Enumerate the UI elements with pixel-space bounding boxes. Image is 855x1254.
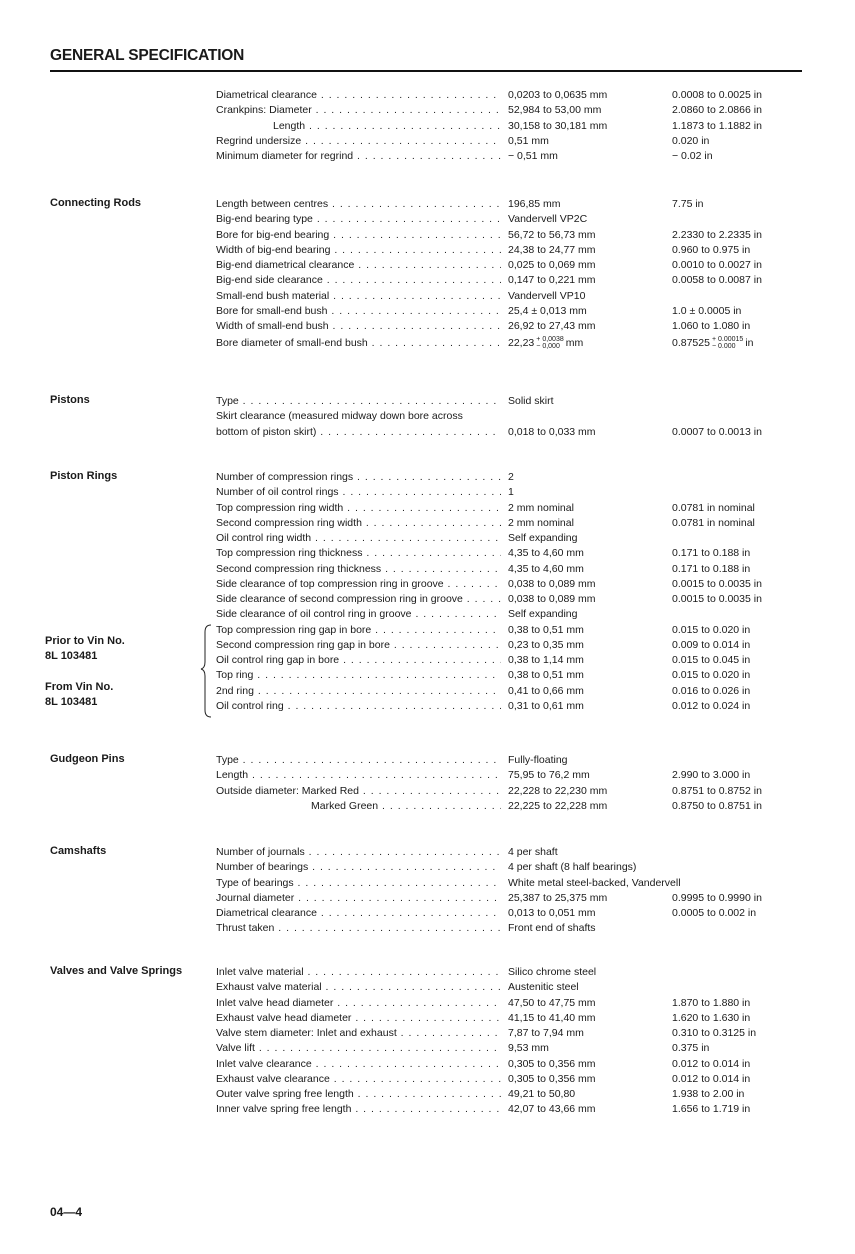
section-gudgeon-pins: [0, 753, 855, 814]
spec-imperial: 0.9995 to 0.9990 in: [672, 891, 762, 904]
spec-imperial: 0.015 to 0.045 in: [672, 654, 751, 666]
section-title: Connecting Rods: [50, 197, 142, 209]
spec-row: [0, 394, 855, 409]
section-crankshaft: [0, 88, 855, 164]
spec-metric: 47,50 to 47,75 mm: [508, 996, 596, 1009]
spec-label: Exhaust valve head diameter . . .: [216, 1011, 501, 1026]
spec-label: Number of bearings . . .: [216, 860, 501, 875]
spec-label: Type of bearings . . .: [216, 876, 501, 891]
section-valves: [0, 965, 855, 1118]
spec-imperial: 0.8751 to 0.8752 in: [672, 784, 762, 797]
spec-metric: 4 per shaft (8 half bearings): [508, 861, 637, 874]
spec-imperial: 1.656 to 1.719 in: [672, 1103, 751, 1116]
spec-metric: Front end of shafts: [508, 922, 596, 935]
spec-label: Second compression ring thickness . . .: [216, 562, 501, 577]
spec-label: Inlet valve material . . .: [216, 965, 501, 980]
spec-imperial: 0.015 to 0.020 in: [672, 669, 751, 682]
spec-metric: Silico chrome steel: [508, 966, 597, 978]
spec-row: [0, 753, 855, 768]
spec-row: [0, 243, 855, 258]
spec-label: Minimum diameter for regrind . . .: [216, 149, 501, 164]
spec-row: [0, 784, 855, 799]
spec-metric: Solid skirt: [508, 395, 554, 407]
spec-imperial: 0.0007 to 0.0013 in: [672, 425, 762, 438]
spec-metric: 4,35 to 4,60 mm: [508, 547, 584, 560]
spec-metric: Austenitic steel: [508, 981, 579, 994]
spec-label: Number of journals . . .: [216, 845, 501, 860]
spec-row: [0, 845, 855, 860]
section-title: Valves and Valve Springs: [50, 965, 183, 977]
spec-label: Type . . .: [216, 753, 501, 768]
spec-metric: 42,07 to 43,66 mm: [508, 1103, 596, 1116]
spec-row: [0, 1011, 855, 1026]
spec-imperial: 1.0 ± 0.0005 in: [672, 304, 742, 317]
spec-row: [0, 485, 855, 500]
spec-metric: 0,38 to 1,14 mm: [508, 654, 584, 666]
spec-row: [0, 319, 855, 334]
spec-row: [0, 1041, 855, 1056]
spec-row: [0, 103, 855, 118]
spec-row: [0, 531, 855, 546]
spec-imperial: [672, 334, 754, 353]
title-divider: [50, 70, 802, 72]
spec-metric: 52,984 to 53,00 mm: [508, 104, 602, 117]
spec-metric: 1: [508, 486, 514, 499]
spec-row: [0, 1102, 855, 1117]
spec-row: [0, 623, 855, 638]
spec-metric: 9,53 mm: [508, 1042, 549, 1055]
spec-row: [0, 212, 855, 227]
spec-row: [0, 1026, 855, 1041]
spec-row: [0, 860, 855, 875]
spec-label: Valve stem diameter: Inlet and exhaust . . .: [216, 1026, 501, 1041]
spec-metric: 41,15 to 41,40 mm: [508, 1011, 596, 1024]
spec-imperial: 2.2330 to 2.2335 in: [672, 228, 762, 241]
spec-label: Second compression ring gap in bore . . .: [216, 638, 501, 653]
spec-metric: 0,41 to 0,66 mm: [508, 684, 584, 697]
spec-label: Bore diameter of small-end bush . . .: [216, 334, 501, 353]
spec-label: Second compression ring width . . .: [216, 516, 501, 531]
spec-row: [0, 638, 855, 653]
section-camshafts: [0, 845, 855, 937]
spec-row: [0, 921, 855, 936]
spec-row: [0, 258, 855, 273]
spec-metric: 0,018 to 0,033 mm: [508, 425, 596, 438]
spec-metric: 196,85 mm: [508, 198, 561, 210]
spec-label: Exhaust valve clearance . . .: [216, 1072, 501, 1087]
spec-row: [0, 470, 855, 485]
spec-label: Top ring . . .: [216, 668, 501, 683]
spec-label: Oil control ring . . .: [216, 699, 501, 714]
spec-metric: 22,228 to 22,230 mm: [508, 784, 608, 797]
tolerance-unit: mm: [565, 337, 584, 350]
spec-imperial: 1.1873 to 1.1882 in: [672, 119, 762, 132]
spec-row: [0, 980, 855, 995]
spec-imperial: 0.8750 to 0.8751 in: [672, 799, 762, 812]
spec-label: Outside diameter: Marked Red . . .: [216, 784, 501, 799]
spec-label: Top compression ring gap in bore . . .: [216, 623, 501, 638]
spec-row: [0, 799, 855, 814]
spec-imperial: 0.016 to 0.026 in: [672, 684, 751, 697]
spec-metric: [508, 334, 583, 353]
spec-row: [0, 119, 855, 134]
spec-label: Width of small-end bush . . .: [216, 319, 501, 334]
spec-metric: 0,038 to 0,089 mm: [508, 577, 596, 590]
spec-metric: Fully-floating: [508, 754, 568, 766]
spec-metric: White metal steel-backed, Vandervell: [508, 876, 681, 889]
spec-metric: 0,51 mm: [508, 134, 549, 147]
spec-label: Diametrical clearance . . .: [216, 906, 501, 921]
tolerance-base: 0.87525: [672, 337, 710, 350]
spec-metric: 24,38 to 24,77 mm: [508, 243, 596, 256]
spec-imperial: 0.171 to 0.188 in: [672, 562, 751, 575]
spec-label: Length . . .: [216, 119, 501, 134]
vin-note-line: From Vin No.: [45, 681, 114, 693]
spec-label: Number of compression rings . . .: [216, 470, 501, 485]
spec-row: [0, 768, 855, 783]
tolerance-minus: − 0,000: [536, 343, 560, 351]
spec-label: Valve lift . . .: [216, 1041, 501, 1056]
spec-row: [0, 653, 855, 668]
spec-imperial: 0.375 in: [672, 1042, 710, 1055]
vin-note-line: 8L 103481: [45, 650, 98, 662]
spec-row: [0, 668, 855, 683]
spec-imperial: 2.990 to 3.000 in: [672, 769, 751, 782]
spec-metric: 7,87 to 7,94 mm: [508, 1027, 584, 1039]
spec-label: Big-end side clearance . . .: [216, 273, 501, 288]
spec-imperial: − 0.02 in: [672, 150, 713, 162]
spec-label: Marked Green . . .: [216, 799, 501, 814]
spec-label: Big-end diametrical clearance . . .: [216, 258, 501, 273]
spec-label: Crankpins: Diameter . . .: [216, 103, 501, 118]
spec-label: Oil control ring gap in bore . . .: [216, 653, 501, 668]
spec-imperial: 0.310 to 0.3125 in: [672, 1027, 757, 1039]
spec-row: [0, 906, 855, 921]
spec-imperial: 0.0010 to 0.0027 in: [672, 259, 762, 271]
tolerance-plus: + 0,0038: [536, 335, 564, 343]
spec-imperial: 0.0005 to 0.002 in: [672, 907, 757, 919]
spec-metric: 75,95 to 76,2 mm: [508, 769, 590, 782]
spec-label: Number of oil control rings . . .: [216, 485, 501, 500]
spec-imperial: 0.0015 to 0.0035 in: [672, 577, 762, 590]
vin-note-line: Prior to Vin No.: [45, 635, 125, 647]
spec-label: Inlet valve head diameter . . .: [216, 996, 501, 1011]
spec-metric: Self expanding: [508, 608, 578, 621]
spec-row: [0, 1072, 855, 1087]
spec-label: Top compression ring width . . .: [216, 501, 501, 516]
spec-label: Top compression ring thickness . . .: [216, 546, 501, 561]
spec-metric: 25,4 ± 0,013 mm: [508, 304, 587, 317]
spec-metric: 0,025 to 0,069 mm: [508, 259, 596, 271]
spec-metric: 56,72 to 56,73 mm: [508, 228, 596, 241]
spec-row: [0, 425, 855, 440]
spec-metric: 49,21 to 50,80: [508, 1088, 576, 1100]
spec-metric: 4 per shaft: [508, 846, 558, 858]
spec-imperial: 0.0781 in nominal: [672, 501, 755, 514]
spec-label: Width of big-end bearing . . .: [216, 243, 501, 258]
section-title: Piston Rings: [50, 470, 118, 482]
spec-metric: 0,305 to 0,356 mm: [508, 1072, 596, 1085]
spec-label: Side clearance of second compression ring in groove . . .: [216, 592, 501, 607]
spec-row: [0, 197, 855, 212]
spec-metric: − 0,51 mm: [508, 150, 558, 162]
spec-metric: 2: [508, 471, 514, 483]
spec-label: bottom of piston skirt) . . .: [216, 425, 501, 440]
spec-row: [0, 876, 855, 891]
section-title: Pistons: [50, 394, 90, 406]
spec-metric: 25,387 to 25,375 mm: [508, 891, 608, 904]
spec-row: [0, 149, 855, 164]
spec-row: [0, 699, 855, 714]
spec-row: [0, 965, 855, 980]
spec-label: Bore for big-end bearing . . .: [216, 228, 501, 243]
spec-metric: 0,38 to 0,51 mm: [508, 623, 584, 636]
spec-row: [0, 134, 855, 149]
tolerance-unit: in: [745, 337, 754, 350]
spec-label: Big-end bearing type . . .: [216, 212, 501, 227]
spec-label: Side clearance of oil control ring in groove . . .: [216, 607, 501, 622]
tolerance-stack: [536, 336, 563, 351]
tolerance-stack: [712, 336, 743, 351]
spec-row: [0, 1087, 855, 1102]
spec-imperial: 0.012 to 0.014 in: [672, 1057, 751, 1070]
spec-metric: 0,013 to 0,051 mm: [508, 907, 596, 919]
spec-metric: 2 mm nominal: [508, 501, 574, 514]
spec-metric: 0,038 to 0,089 mm: [508, 593, 596, 605]
spec-imperial: 0.012 to 0.014 in: [672, 1072, 751, 1085]
spec-metric: Vandervell VP10: [508, 289, 586, 302]
spec-row: [0, 409, 855, 424]
spec-imperial: 0.171 to 0.188 in: [672, 547, 751, 560]
spec-metric: 26,92 to 27,43 mm: [508, 320, 596, 332]
spec-row: [0, 304, 855, 319]
spec-label: Exhaust valve material . . .: [216, 980, 501, 995]
spec-label: Journal diameter . . .: [216, 891, 501, 906]
spec-row: [0, 891, 855, 906]
spec-imperial: 1.938 to 2.00 in: [672, 1088, 745, 1100]
spec-row: [0, 562, 855, 577]
spec-label: Skirt clearance (measured midway down bore across: [216, 410, 463, 423]
section-title: Camshafts: [50, 845, 107, 857]
spec-label: Outer valve spring free length . . .: [216, 1087, 501, 1102]
spec-imperial: 0.009 to 0.014 in: [672, 638, 751, 651]
spec-imperial: 7.75 in: [672, 198, 704, 210]
spec-label: Inner valve spring free length . . .: [216, 1102, 501, 1117]
spec-row: [0, 516, 855, 531]
spec-label: Type . . .: [216, 394, 501, 409]
section-piston-rings: [0, 470, 855, 714]
spec-label: Diametrical clearance . . .: [216, 88, 501, 103]
spec-label: Length between centres . . .: [216, 197, 501, 212]
spec-imperial: 0.0008 to 0.0025 in: [672, 89, 762, 101]
spec-row: [0, 1057, 855, 1072]
spec-row: [0, 228, 855, 243]
spec-row: [0, 577, 855, 592]
spec-imperial: 1.620 to 1.630 in: [672, 1011, 751, 1024]
spec-metric: 0,305 to 0,356 mm: [508, 1057, 596, 1070]
spec-label: Oil control ring width . . .: [216, 531, 501, 546]
spec-label: Length . . .: [216, 768, 501, 783]
section-title: Gudgeon Pins: [50, 753, 125, 765]
spec-metric: 0,147 to 0,221 mm: [508, 274, 596, 287]
spec-row: [0, 88, 855, 103]
spec-row: [0, 607, 855, 622]
page-title: GENERAL SPECIFICATION: [50, 47, 245, 64]
spec-metric: 2 mm nominal: [508, 516, 574, 529]
spec-label: Bore for small-end bush . . .: [216, 304, 501, 319]
spec-row: [0, 546, 855, 561]
spec-row: [0, 592, 855, 607]
spec-metric: 4,35 to 4,60 mm: [508, 562, 584, 575]
spec-metric: 0,31 to 0,61 mm: [508, 699, 584, 712]
spec-label: Side clearance of top compression ring in groove . . .: [216, 577, 501, 592]
vin-note-line: 8L 103481: [45, 696, 98, 708]
spec-metric: 0,38 to 0,51 mm: [508, 669, 584, 682]
tolerance-minus: − 0.000: [711, 343, 736, 351]
spec-label: Regrind undersize . . .: [216, 134, 501, 149]
section-pistons: [0, 394, 855, 440]
spec-label: Thrust taken . . .: [216, 921, 501, 936]
spec-row: [0, 501, 855, 516]
spec-metric: 0,0203 to 0,0635 mm: [508, 89, 608, 101]
spec-metric: 22,225 to 22,228 mm: [508, 799, 608, 812]
spec-imperial: 2.0860 to 2.0866 in: [672, 104, 762, 117]
spec-imperial: 0.0058 to 0.0087 in: [672, 274, 762, 287]
spec-row: [0, 289, 855, 304]
spec-imperial: 1.870 to 1.880 in: [672, 996, 751, 1009]
page-number: 04—4: [50, 1205, 83, 1219]
spec-label: Small-end bush material . . .: [216, 289, 501, 304]
spec-metric: 0,23 to 0,35 mm: [508, 638, 584, 651]
spec-imperial: 0.012 to 0.024 in: [672, 699, 751, 712]
spec-imperial: 0.0015 to 0.0035 in: [672, 593, 762, 605]
spec-row-tolerance: [0, 334, 855, 353]
spec-imperial: 0.0781 in nominal: [672, 516, 755, 529]
tolerance-base: 22,23: [508, 337, 535, 350]
spec-metric: 30,158 to 30,181 mm: [508, 119, 608, 132]
spec-imperial: 0.020 in: [672, 134, 710, 147]
spec-row: [0, 684, 855, 699]
spec-label: 2nd ring . . .: [216, 684, 501, 699]
spec-imperial: 1.060 to 1.080 in: [672, 320, 751, 332]
spec-metric: Vandervell VP2C: [508, 213, 588, 226]
spec-imperial: 0.960 to 0.975 in: [672, 243, 751, 256]
tolerance-plus: + 0.00015: [711, 335, 744, 343]
spec-row: [0, 273, 855, 288]
spec-label: Inlet valve clearance . . .: [216, 1057, 501, 1072]
section-connecting-rods: [0, 197, 855, 353]
spec-imperial: 0.015 to 0.020 in: [672, 623, 751, 636]
spec-metric: Self expanding: [508, 532, 578, 544]
spec-row: [0, 996, 855, 1011]
